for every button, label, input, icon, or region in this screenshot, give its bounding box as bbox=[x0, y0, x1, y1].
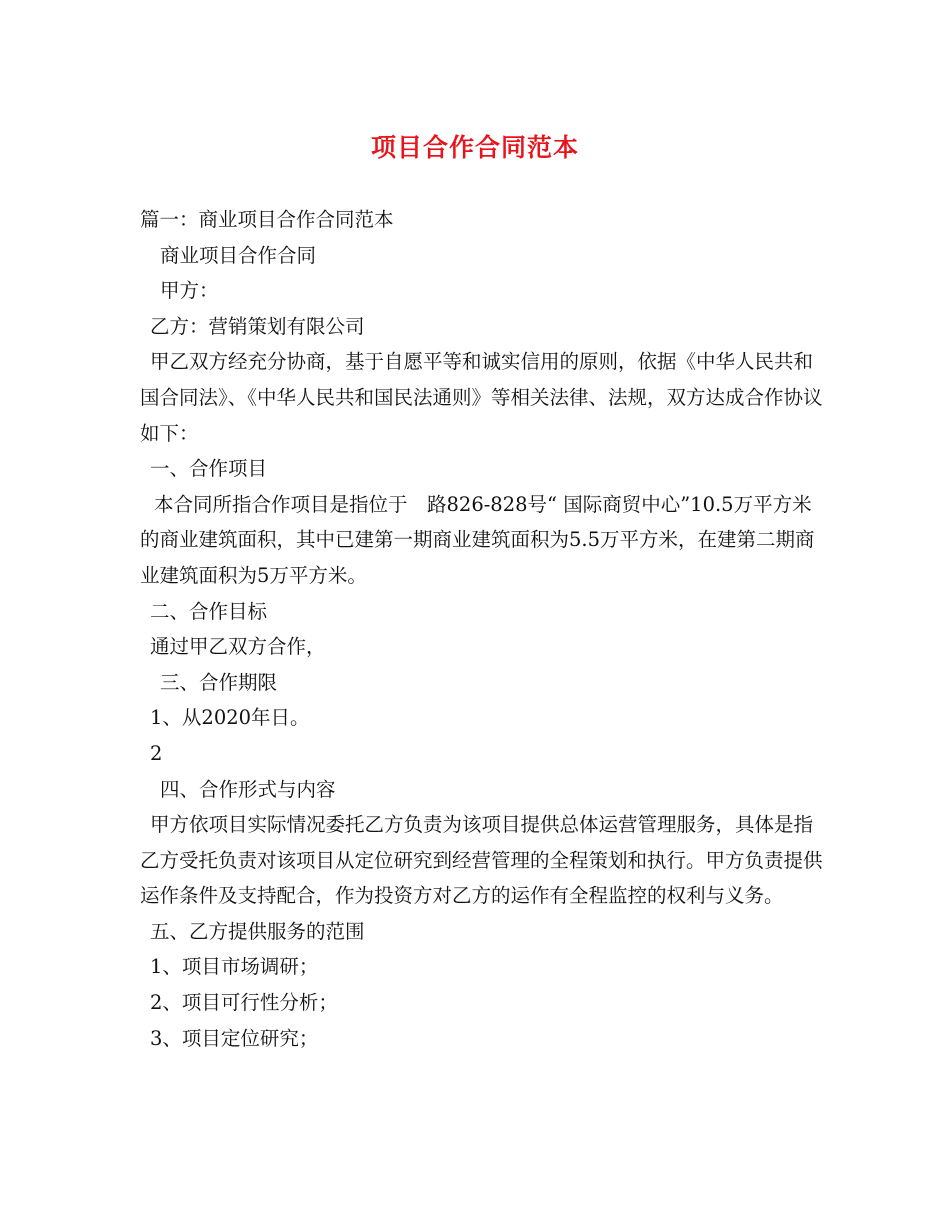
service-item-3: 3、项目定位研究； bbox=[150, 1026, 319, 1050]
section-heading-4: 四、合作形式与内容 bbox=[160, 777, 336, 801]
contract-subtitle: 商业项目合作合同 bbox=[160, 243, 317, 267]
party-b-line: 乙方：营销策划有限公司 bbox=[150, 314, 365, 338]
term-line-2: 2 bbox=[150, 741, 163, 765]
form-text: 甲方依项目实际情况委托乙方负责为该项目提供总体运营管理服务，具体是指乙方受托负责对该项目从定位研究到经营管理的全程策划和执行。甲方负责提供运作条件及支持配合，作为投资方对乙方的运作有全程监控的权利与义务。 bbox=[140, 813, 823, 908]
goal-line: 通过甲乙双方合作， bbox=[150, 635, 326, 659]
section-heading-5: 五、乙方提供服务的范围 bbox=[150, 919, 365, 943]
term-line-1: 1、从2020年日。 bbox=[150, 706, 310, 730]
project-paragraph bbox=[140, 487, 830, 594]
service-item-1: 1、项目市场调研； bbox=[150, 955, 319, 979]
chapter-heading: 篇一：商业项目合作合同范本 bbox=[140, 208, 394, 231]
document-title: 项目合作合同范本 bbox=[370, 133, 579, 162]
preamble-paragraph bbox=[140, 344, 830, 451]
document-body bbox=[140, 202, 830, 1056]
service-item-2: 2、项目可行性分析； bbox=[150, 991, 338, 1015]
project-text: 本合同所指合作项目是指位于 路826-828号“ 国际商贸中心”10.5万平方米的商业建筑面积，其中已建第一期商业建筑面积为5.5万平方米，在建第二期商业建筑面积为5万平方米。 bbox=[140, 492, 815, 587]
section-heading-3: 三、合作期限 bbox=[160, 670, 278, 694]
section-heading-2: 二、合作目标 bbox=[150, 599, 268, 623]
form-paragraph bbox=[140, 807, 830, 914]
section-heading-1: 一、合作项目 bbox=[150, 457, 268, 481]
party-a-line: 甲方： bbox=[160, 279, 219, 303]
preamble-text: 甲乙双方经充分协商，基于自愿平等和诚实信用的原则，依据《中华人民共和国合同法》、《中华人民共和国民法通则》等相关法律、法规，双方达成合作协议如下： bbox=[140, 350, 823, 445]
